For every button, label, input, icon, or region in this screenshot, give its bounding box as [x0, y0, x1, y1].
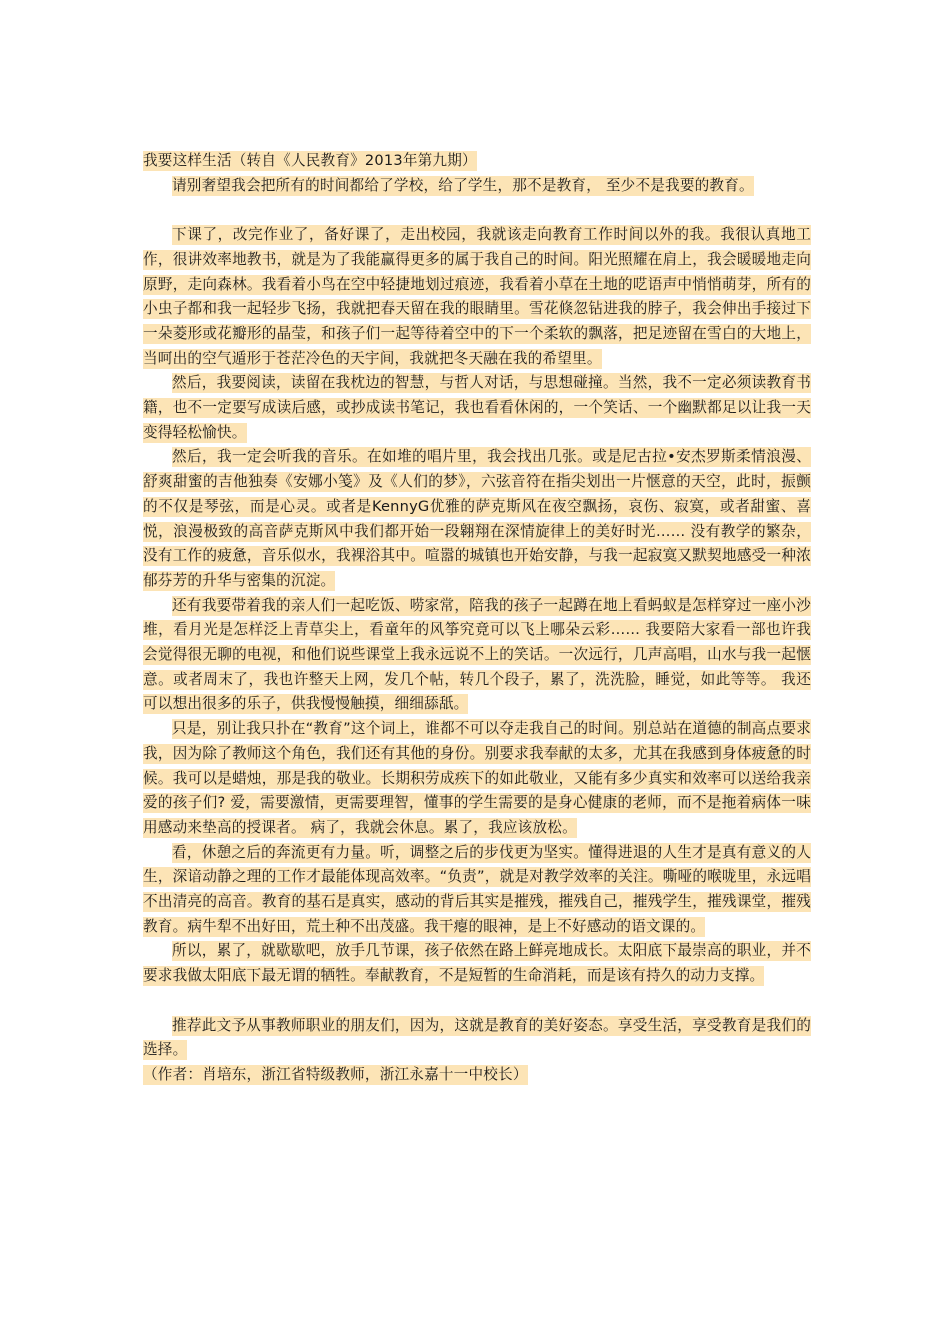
article-title — [143, 149, 811, 174]
paragraph-3-text: 然后，我要阅读，读留在我枕边的智慧，与哲人对话，与思想碰撞。当然，我不一定必须读教育书籍，也不一定要写成读后感，或抄成读书笔记，我也看看休闲的，一个笑话、一个幽默都足以让我一天变得轻松愉快。 — [143, 374, 811, 441]
paragraph-1-text: 请别奢望我会把所有的时间都给了学校，给了学生，那不是教育， 至少不是我要的教育。 — [172, 176, 754, 194]
paragraph-4-text: 然后，我一定会听我的音乐。在如堆的唱片里，我会找出几张。或是尼古拉•安杰罗斯柔情浪漫、舒爽甜蜜的吉他独奏《安娜小笺》及《人们的梦》，六弦音符在指尖划出一片惬意的天空，此时，振颤的不仅是琴弦，而是心灵。或者是KennyG优雅的萨克斯风在夜空飘扬，哀伤、寂寞，或者甜蜜、喜悦，浪漫极致的高音萨克斯风中我们都开始一段翱翔在深情旋律上的美好时光…… 没有教学的繁杂，没有工作的疲惫，音乐似水，我裸浴其中。喧嚣的城镇也开始安静，与我一起寂寞又默契地感受一种浓郁芬芳的升华与密集的沉淀。 — [143, 448, 811, 589]
paragraph-9-text: 推荐此文予从事教师职业的朋友们，因为，这就是教育的美好姿态。享受生活，享受教育是我们的选择。 — [143, 1016, 811, 1059]
paragraph-7-text: 看，休憩之后的奔流更有力量。听，调整之后的步伐更为坚实。懂得进退的人生才是真有意义的人生，深谙动静之理的工作才最能体现高效率。“负责”，就是对教学效率的关注。嘶哑的喉咙里，永远唱不出清亮的高音。教育的基石是真实，感动的背后其实是摧残，摧残自己，摧残学生，摧残课堂，摧残教育。病牛犁不出好田，荒土种不出茂盛。我干瘪的眼神，是上不好感动的语文课的。 — [143, 843, 811, 935]
article-body — [143, 149, 811, 1088]
blank-line — [143, 989, 811, 1014]
paragraph-5-text: 还有我要带着我的亲人们一起吃饭、唠家常，陪我的孩子一起蹲在地上看蚂蚁是怎样穿过一座小沙堆，看月光是怎样泛上青草尖上，看童年的风筝究竟可以飞上哪朵云彩…… 我要陪大家看一部也许我会觉得很无聊的电视，和他们说些课堂上我永远说不上的笑话。一次远行，几声高唱，山水与我一起惬意。或者周末了，我也许整天上网，发几个帖，转几个段子，累了，洗洗脸，睡觉，如此等等。 我还可以想出很多的乐子，供我慢慢触摸，细细舔舐。 — [143, 596, 811, 713]
paragraph-5 — [143, 594, 811, 718]
author-credit-text: （作者：肖培东，浙江省特级教师，浙江永嘉十一中校长） — [143, 1065, 528, 1083]
paragraph-2 — [143, 223, 811, 371]
paragraph-2-text: 下课了，改完作业了，备好课了，走出校园，我就该走向教育工作时间以外的我。我很认真地工作，很讲效率地教书，就是为了我能赢得更多的属于我自己的时间。阳光照耀在肩上，我会暖暖地走向原野，走向森林。我看着小鸟在空中轻捷地划过痕迹，我看着小草在土地的呓语声中悄悄萌芽，所有的小虫子都和我一起轻步飞扬，我就把春天留在我的眼睛里。雪花倏忽钻进我的脖子，我会伸出手接过下一朵菱形或花瓣形的晶莹，和孩子们一起等待着空中的下一个柔软的飘落，把足迹留在雪白的大地上，当呵出的空气遁形于苍茫冷色的天宇间，我就把冬天融在我的希望里。 — [143, 226, 811, 367]
article-title-text: 我要这样生活（转自《人民教育》2013年第九期） — [143, 152, 477, 169]
paragraph-3 — [143, 371, 811, 445]
blank-line — [143, 198, 811, 223]
paragraph-4 — [143, 445, 811, 593]
author-credit — [143, 1063, 811, 1088]
paragraph-1 — [143, 174, 811, 199]
paragraph-8 — [143, 939, 811, 988]
paragraph-6 — [143, 717, 811, 841]
paragraph-8-text: 所以，累了，就歇歇吧，放手几节课，孩子依然在路上鲜亮地成长。太阳底下最崇高的职业，并不要求我做太阳底下最无谓的牺牲。奉献教育，不是短暂的生命消耗，而是该有持久的动力支撑。 — [143, 942, 811, 985]
paragraph-9 — [143, 1014, 811, 1063]
paragraph-6-text: 只是，别让我只扑在“教育”这个词上，谁都不可以夺走我自己的时间。别总站在道德的制高点要求我，因为除了教师这个角色，我们还有其他的身份。别要求我奉献的太多，尤其在我感到身体疲惫的时候。我可以是蜡烛，那是我的敬业。长期积劳成疾下的如此敬业，又能有多少真实和效率可以送给我亲爱的孩子们? 爱，需要激情，更需要理智，懂事的学生需要的是身心健康的老师，而不是拖着病体一味用感动来垫高的授课者。 病了，我就会休息。累了，我应该放松。 — [143, 720, 811, 836]
paragraph-7 — [143, 841, 811, 940]
